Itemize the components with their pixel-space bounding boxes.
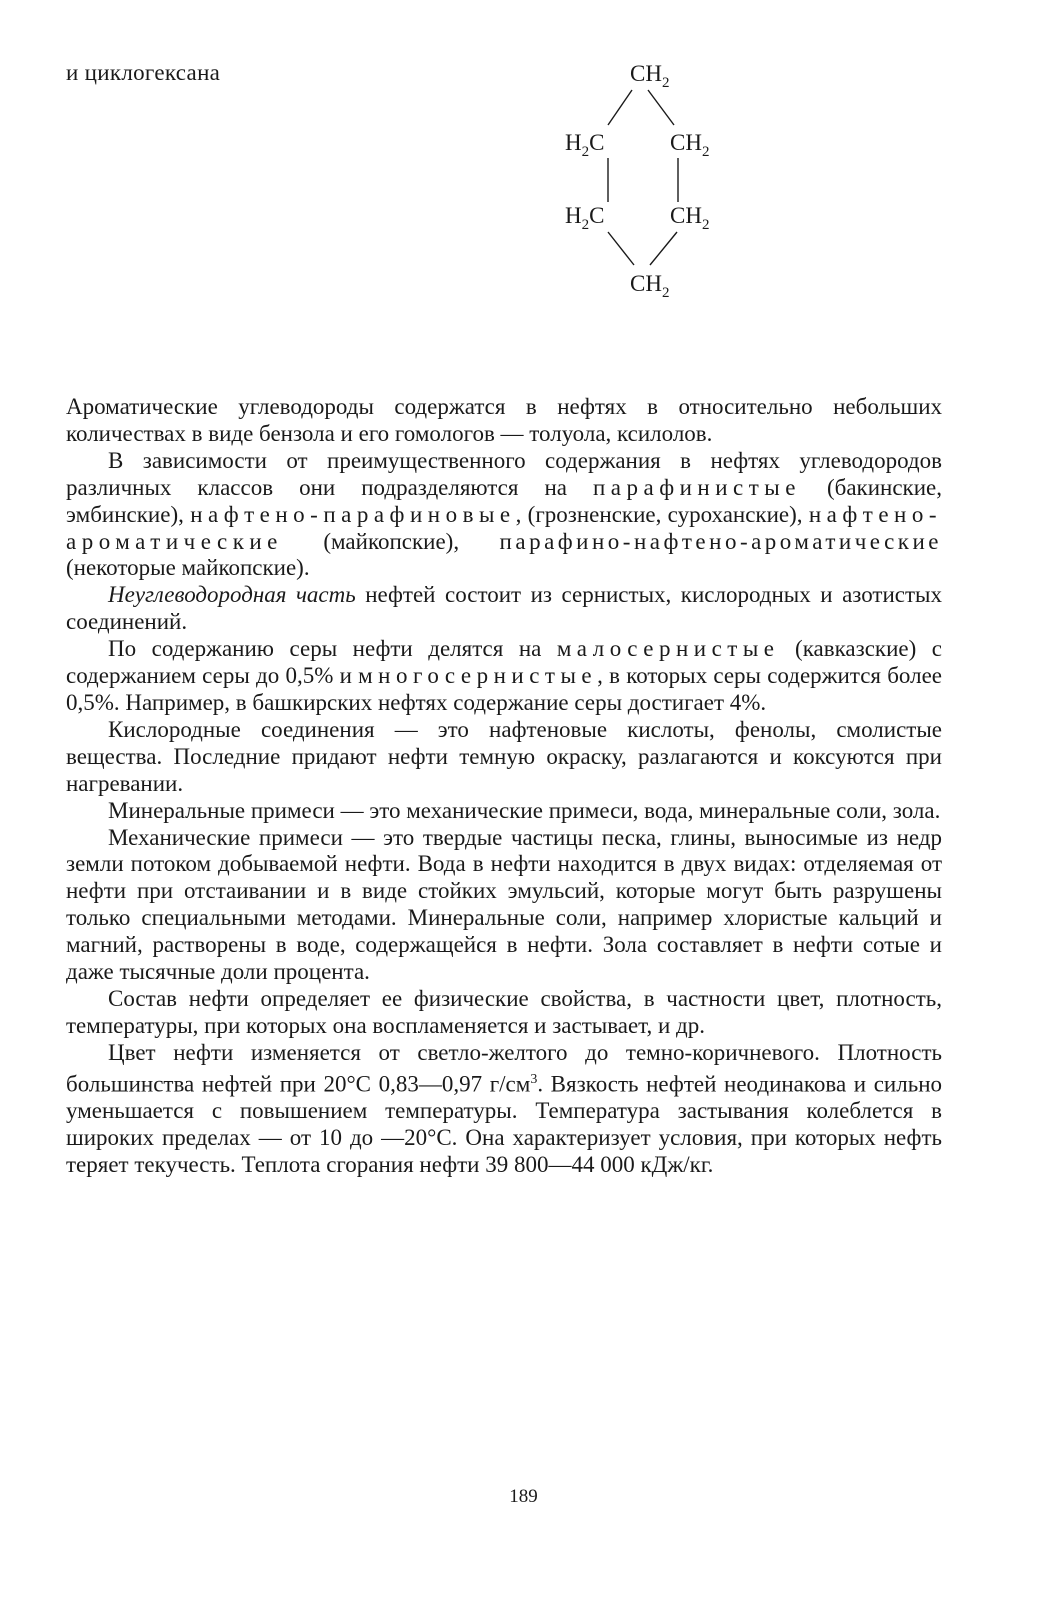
body-text — [66, 394, 942, 1179]
term-low-sulfur: малосернистые — [556, 636, 780, 662]
term-naphthene-aromatic: нафтено-ароматические — [66, 501, 942, 554]
ring-atom-upper-left: $H_2C$ — [565, 130, 605, 160]
paragraph-mineral-impurities: Минеральные примеси — это механические примеси, вода, минеральные соли, зола. — [108, 797, 941, 823]
paragraph-physical-properties: Состав нефти определяет ее физические свойства, в частности цвет, плотность, температуры, при которых она воспламеняется и застывает, и др. — [66, 985, 942, 1038]
term-non-hydrocarbon: Неуглеводородная часть — [108, 582, 356, 608]
ring-atom-lower-left: $H_2C$ — [565, 203, 605, 233]
cyclohexane-structure — [540, 50, 750, 300]
paragraph-aromatic: Ароматические углеводороды содержатся в нефтях в относительно небольших количествах в виде бензола и его гомологов — толуола, ксилолов. — [66, 394, 942, 446]
ring-atom-upper-right: $CH_2$ — [670, 130, 710, 160]
bond-bottom-right — [650, 232, 677, 265]
term-high-sulfur: многосернистые — [358, 663, 598, 689]
paragraph-sulfur: По содержанию серы нефти делятся на малосернистые (кавказские) с содержанием серы до 0,5% и многосернистые, в которых серы содержится более 0,5%. Например, в башкирских нефтях содержание серы достигает 4%. — [66, 636, 942, 715]
bond-top-left — [608, 90, 632, 125]
paragraph-non-hydrocarbon: Неуглеводородная часть нефтей состоит из сернистых, кислородных и азотистых соединений. — [66, 582, 942, 635]
term-naphthene-paraffinic: нафтено-парафиновые — [190, 501, 516, 527]
paragraph-classification: В зависимости от преимущественного содержания в нефтях углеводородов различных классов они подразделяются на парафинистые (бакинские, эмбинские), нафтено-парафиновые, (грозненские, суроханские), нафтено-ароматические (майкопские), парафино-нафтено-ароматические (некоторые майкопские). — [66, 447, 943, 581]
ring-atom-lower-right: $CH_2$ — [670, 203, 710, 233]
bond-top-right — [648, 90, 674, 125]
page-number: 189 — [509, 1486, 538, 1507]
paragraph-mechanical-impurities: Механические примеси — это твердые частицы песка, глины, выносимые из недр земли потоком добываемой нефти. Вода в нефти находится в двух видах: отделяемая от нефти при отстаивании и в виде стойких эмульсий, которые могут быть разрушены только специальными методами. Минеральные соли, например хлористые кальций и магний, растворены в воде, содержащейся в нефти. Зола составляет в нефти сотые и даже тысячные доли процента. — [66, 824, 942, 985]
bond-bottom-left — [608, 232, 634, 265]
intro-text: и циклогексана — [66, 60, 221, 85]
ring-atom-bottom: $CH_2$ — [630, 271, 670, 300]
paragraph-oxygen-compounds: Кислородные соединения — это нафтеновые кислоты, фенолы, смолистые вещества. Последние придают нефти темную окраску, разлагаются и коксуются при нагревании. — [66, 716, 942, 796]
term-paraffinic: парафинистые — [592, 474, 801, 500]
ring-atom-top: $CH_2$ — [630, 61, 670, 91]
paragraph-color-density: Цвет нефти изменяется от светло-желтого до темно-коричневого. Плотность большинства нефтей при 20°С 0,83—0,97 $г/см^3$. Вязкость нефтей неодинакова и сильно уменьшается с повышением температуры. Температура застывания колеблется в широких пределах — от 10 до —20°С. Она характеризует условия, при которых нефть теряет текучесть. Теплота сгорания нефти 39 800—44 000 кДж/кг. — [66, 1039, 942, 1178]
term-paraffin-naphthene-aromatic: парафино-нафтено-ароматические — [499, 528, 942, 554]
